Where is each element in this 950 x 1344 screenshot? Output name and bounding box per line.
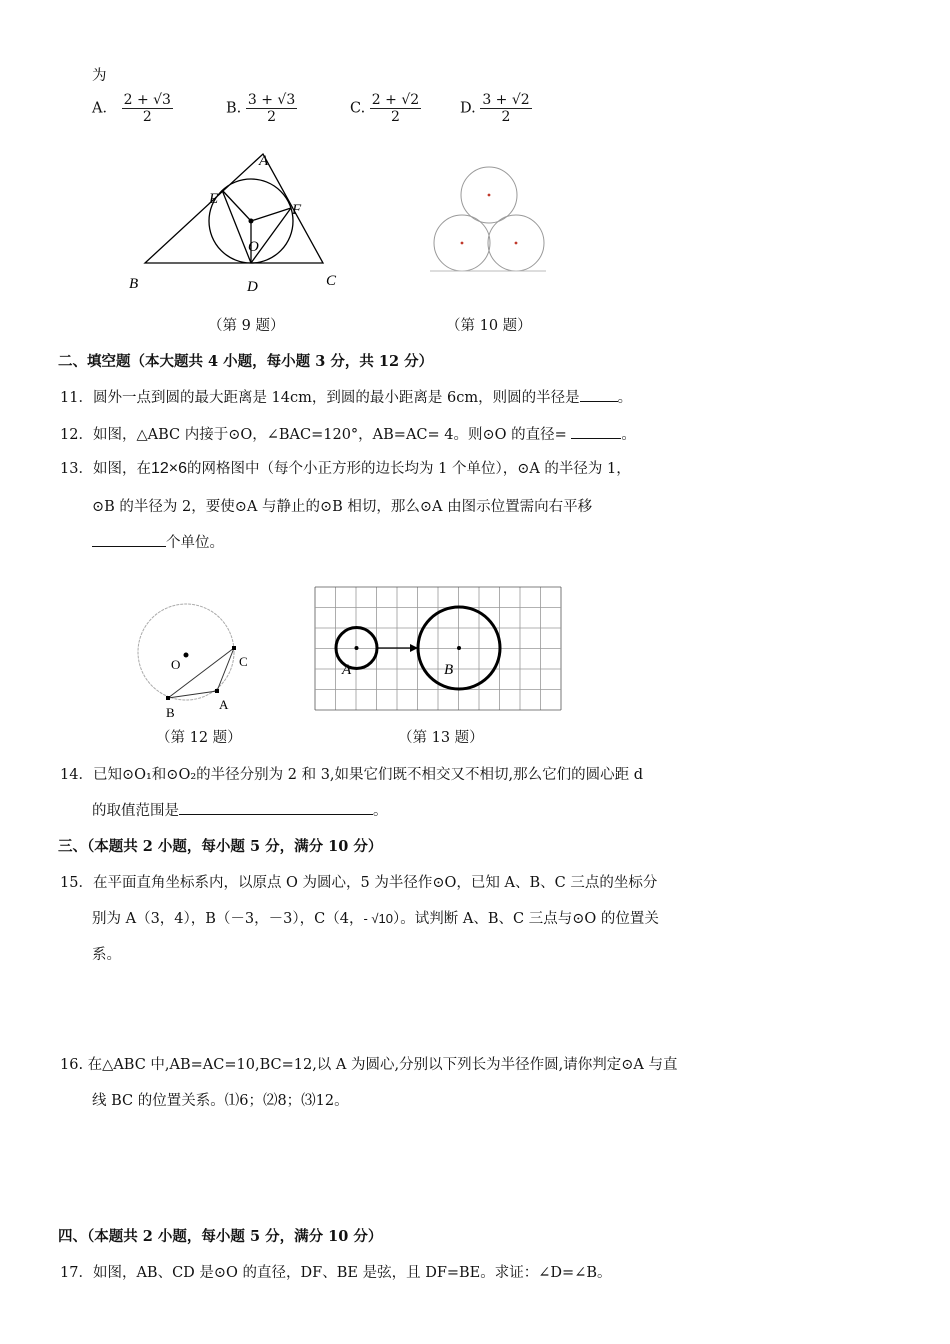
q14-tail: 。 [373, 803, 388, 819]
q8-option-d[interactable] [460, 92, 532, 125]
figure-12-caption: （第 12 题） [156, 730, 242, 746]
label-b: B [166, 705, 175, 718]
label-b: B [444, 662, 454, 678]
q8-option-b[interactable] [226, 92, 297, 125]
question-13-line-1 [60, 457, 631, 478]
label-f: F [292, 202, 302, 218]
q14-answer-blank[interactable] [179, 799, 373, 815]
label-b: B [129, 276, 139, 292]
q12-tail: 。 [621, 427, 636, 443]
vertex-c-mark [232, 646, 236, 650]
segment-of [251, 208, 291, 221]
q14-line-1: 14．已知⊙O₁和⊙O₂的半径分别为 2 和 3,如果它们既不相交又不相切,那么它们的圆心距 d [60, 767, 644, 783]
q12-answer-blank[interactable] [571, 423, 621, 439]
center-b-dot [457, 646, 461, 650]
q13-line1-post: 的网格图中（每个小正方形的边长均为 1 个单位），⊙A 的半径为 1， [187, 461, 631, 477]
q11-answer-blank[interactable] [580, 386, 618, 402]
label-c: C [239, 654, 248, 669]
question-15-line-2 [92, 907, 659, 928]
figure-13-grid-circles [312, 584, 568, 714]
label-a: A [259, 153, 269, 169]
q15-line2-pre: 别为 A（3，4），B（－3，－3），C（4， [92, 911, 364, 927]
q13-line1-pre: 13．如图，在 [60, 461, 151, 477]
option-fraction [370, 92, 421, 125]
label-c: C [326, 273, 337, 289]
fraction-numerator: 2 + √3 [123, 92, 171, 108]
q14-line2: 的取值范围是 [92, 803, 179, 819]
figure-12-inscribed-triangle [130, 600, 260, 718]
q8-option-c[interactable] [350, 92, 421, 125]
option-fraction [246, 92, 297, 125]
figure-9-triangle-incircle [120, 145, 360, 305]
fraction-numerator: 3 + √2 [482, 92, 530, 108]
fraction-denominator: 2 [267, 109, 277, 125]
option-letter: B. [226, 100, 242, 117]
q13-tail: 个单位。 [166, 535, 224, 551]
center-a-dot [355, 646, 359, 650]
label-o: O [171, 657, 181, 672]
segment-oe [222, 190, 251, 221]
center-point [249, 219, 254, 224]
center-point [184, 653, 189, 658]
fraction-numerator: 3 + √3 [247, 92, 296, 108]
option-letter: D. [460, 100, 476, 117]
section-3-heading: 三、（本题共 2 小题，每小题 5 分，满分 10 分） [58, 838, 383, 855]
label-d: D [247, 279, 258, 295]
figure-10-three-circles [428, 160, 550, 276]
question-17: 17．如图，AB、CD 是⊙O 的直径，DF、BE 是弦，且 DF=BE。求证：∠D=∠B。 [60, 1265, 612, 1281]
label-a: A [219, 697, 229, 712]
label-e: E [209, 191, 219, 207]
option-letter: C. [350, 100, 366, 117]
q13-answer-blank[interactable] [92, 531, 166, 547]
option-letter: A． [92, 100, 117, 117]
q8-option-a[interactable] [92, 92, 173, 125]
figure-10-caption: （第 10 题） [446, 318, 532, 334]
option-fraction [480, 92, 531, 125]
question-14-line-2 [92, 799, 388, 820]
q15-math-sqrt10: - √10 [363, 911, 394, 926]
q11-tail: 。 [617, 390, 633, 406]
segment-ed [222, 190, 251, 263]
section-2-heading: 二、填空题（本大题共 4 小题，每小题 3 分，共 12 分） [58, 353, 434, 370]
label-a: A [342, 662, 352, 678]
q11-text: 11．圆外一点到圆的最大距离是 14cm，到圆的最小距离是 6cm，则圆的半径是 [60, 390, 580, 406]
fraction-denominator: 2 [142, 109, 152, 125]
right-center-dot [515, 242, 518, 245]
label-o: O [248, 239, 259, 255]
figure-9-caption: （第 9 题） [208, 318, 285, 334]
q15-line-3: 系。 [92, 947, 121, 963]
option-fraction [122, 92, 173, 125]
q13-grid-size: 12×6 [150, 460, 187, 477]
fraction-denominator: 2 [391, 109, 400, 125]
vertex-b-mark [166, 696, 170, 700]
grid-12x6 [315, 587, 561, 710]
top-center-dot [488, 194, 491, 197]
left-center-dot [461, 242, 464, 245]
section-4-heading: 四、（本题共 2 小题，每小题 5 分，满分 10 分） [58, 1228, 383, 1245]
question-13-line-3 [92, 531, 224, 552]
q15-line2-post: ）。试判断 A、B、C 三点与⊙O 的位置关 [393, 911, 659, 927]
q16-line-2: 线 BC 的位置关系。⑴6；⑵8；⑶12。 [92, 1093, 349, 1109]
q8-tail: 为 [92, 68, 107, 84]
figure-13-caption: （第 13 题） [398, 730, 484, 746]
vertex-a-mark [215, 689, 219, 693]
q13-line-2: ⊙B 的半径为 2，要使⊙A 与静止的⊙B 相切，那么⊙A 由图示位置需向右平移 [92, 499, 593, 515]
q12-text: 12．如图，△ABC 内接于⊙O，∠BAC=120°，AB=AC= 4。则⊙O 的直径= [60, 427, 567, 443]
fraction-denominator: 2 [501, 109, 511, 125]
question-11 [60, 386, 632, 407]
fraction-numerator: 2 + √2 [371, 92, 420, 108]
question-12 [60, 423, 636, 444]
q15-line-1: 15．在平面直角坐标系内，以原点 O 为圆心，5 为半径作⊙O，已知 A、B、C 三点的坐标分 [60, 875, 658, 891]
q16-line-1: 16. 在△ABC 中,AB=AC=10,BC=12,以 A 为圆心,分别以下列长为半径作圆,请你判定⊙A 与直 [60, 1057, 678, 1073]
